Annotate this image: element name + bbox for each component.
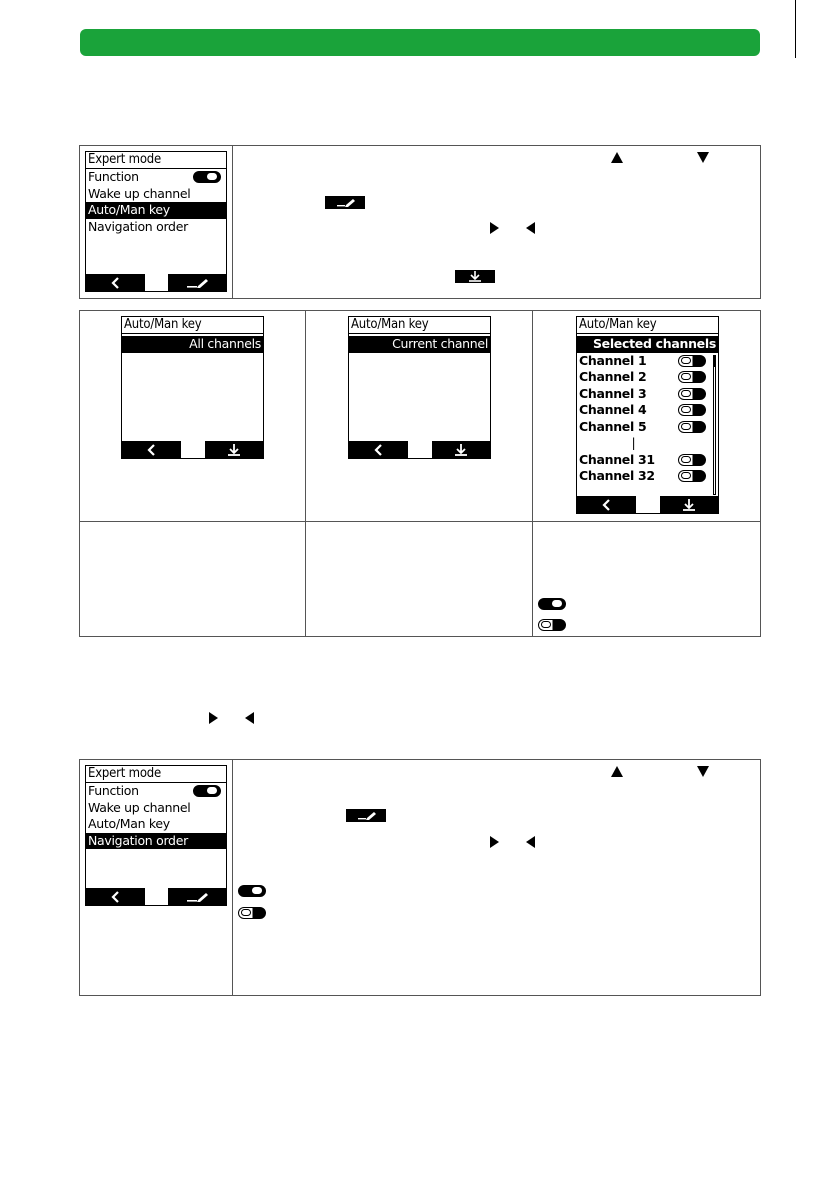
channel-row[interactable]: Channel 3 bbox=[577, 386, 718, 403]
lcd-expert-mode-1 bbox=[85, 151, 227, 292]
pencil-icon bbox=[325, 196, 365, 209]
triangle-down-icon bbox=[697, 766, 709, 777]
toggle-off-icon[interactable] bbox=[678, 355, 706, 367]
table-divider bbox=[232, 759, 233, 996]
triangle-up-icon bbox=[611, 766, 623, 777]
softkey-bar bbox=[122, 441, 263, 458]
menu-item-auto-man-key[interactable]: Auto/Man key bbox=[88, 816, 170, 831]
edit-button[interactable] bbox=[168, 274, 226, 291]
channel-row[interactable]: Channel 4 bbox=[577, 402, 718, 419]
lcd-expert-mode-2 bbox=[85, 765, 227, 906]
channel-row[interactable]: Channel 1 bbox=[577, 353, 718, 370]
menu-item-wake-up-channel[interactable]: Wake up channel bbox=[88, 799, 191, 815]
toggle-off-icon[interactable] bbox=[678, 404, 706, 416]
triangle-left-icon bbox=[526, 836, 535, 848]
menu-item-navigation-order[interactable]: Navigation order bbox=[88, 218, 188, 234]
softkey-bar bbox=[86, 274, 226, 291]
table-divider bbox=[305, 310, 306, 637]
toggle-on-icon bbox=[193, 171, 221, 183]
toggle-on-icon bbox=[538, 598, 566, 610]
triangle-left-icon bbox=[526, 222, 535, 234]
toggle-off-icon[interactable] bbox=[678, 421, 706, 433]
back-button[interactable] bbox=[349, 441, 408, 458]
softkey-bar bbox=[349, 441, 490, 458]
softkey-bar bbox=[577, 496, 718, 513]
table-divider bbox=[232, 145, 233, 299]
toggle-on-icon bbox=[193, 785, 221, 797]
toggle-off-icon[interactable] bbox=[678, 470, 706, 482]
lcd-current-channel bbox=[348, 316, 491, 459]
triangle-right-icon bbox=[490, 222, 499, 234]
menu-item-navigation-order[interactable]: Navigation order bbox=[86, 833, 226, 850]
pencil-icon bbox=[346, 809, 386, 822]
lcd-all-channels bbox=[121, 316, 264, 459]
table-divider bbox=[79, 521, 761, 522]
lcd-selected-channels bbox=[576, 316, 719, 514]
lcd-title: Expert mode bbox=[86, 766, 226, 783]
menu-item-auto-man-key[interactable]: Auto/Man key bbox=[86, 202, 226, 219]
triangle-right-icon bbox=[490, 836, 499, 848]
list-ellipsis: | bbox=[631, 435, 636, 450]
option-current-channel[interactable]: Current channel bbox=[349, 336, 490, 353]
table-divider bbox=[532, 310, 533, 637]
back-button[interactable] bbox=[86, 888, 145, 905]
triangle-right-icon bbox=[209, 712, 218, 724]
triangle-left-icon bbox=[245, 712, 254, 724]
menu-item-function[interactable]: Function bbox=[86, 169, 226, 186]
lcd-title: Expert mode bbox=[86, 152, 226, 169]
softkey-bar bbox=[86, 888, 226, 905]
save-download-icon bbox=[453, 444, 469, 456]
save-button[interactable] bbox=[432, 441, 490, 458]
chevron-left-icon bbox=[374, 444, 384, 456]
margin-marker bbox=[795, 0, 796, 58]
scrollbar-thumb[interactable] bbox=[713, 355, 716, 367]
channel-row[interactable]: Channel 32 bbox=[577, 468, 718, 485]
toggle-off-icon bbox=[538, 619, 566, 631]
option-selected-channels[interactable]: Selected channels bbox=[577, 336, 718, 353]
toggle-off-icon bbox=[238, 907, 266, 919]
channel-row[interactable]: Channel 31 bbox=[577, 452, 718, 469]
triangle-up-icon bbox=[611, 152, 623, 163]
toggle-off-icon[interactable] bbox=[678, 371, 706, 383]
toggle-off-icon[interactable] bbox=[678, 388, 706, 400]
save-download-icon bbox=[455, 270, 495, 283]
lcd-title: Auto/Man key bbox=[577, 317, 718, 334]
channel-row[interactable]: Channel 5 bbox=[577, 419, 718, 436]
menu-item-wake-up-channel[interactable]: Wake up channel bbox=[88, 185, 191, 201]
save-button[interactable] bbox=[205, 441, 263, 458]
save-button[interactable] bbox=[660, 496, 718, 513]
chevron-left-icon bbox=[147, 444, 157, 456]
toggle-on-icon bbox=[238, 885, 266, 897]
edit-button[interactable] bbox=[168, 888, 226, 905]
lcd-title: Auto/Man key bbox=[349, 317, 490, 334]
pencil-icon bbox=[185, 277, 209, 289]
chevron-left-icon bbox=[111, 891, 121, 903]
channel-row[interactable]: Channel 2 bbox=[577, 369, 718, 386]
back-button[interactable] bbox=[122, 441, 181, 458]
triangle-down-icon bbox=[697, 152, 709, 163]
back-button[interactable] bbox=[577, 496, 636, 513]
menu-item-function[interactable]: Function bbox=[86, 783, 226, 800]
lcd-title: Auto/Man key bbox=[122, 317, 263, 334]
pencil-icon bbox=[185, 891, 209, 903]
save-download-icon bbox=[681, 499, 697, 511]
scrollbar[interactable] bbox=[713, 355, 716, 495]
toggle-off-icon[interactable] bbox=[678, 454, 706, 466]
option-all-channels[interactable]: All channels bbox=[122, 336, 263, 353]
back-button[interactable] bbox=[86, 274, 145, 291]
chevron-left-icon bbox=[602, 499, 612, 511]
chevron-left-icon bbox=[111, 277, 121, 289]
save-download-icon bbox=[226, 444, 242, 456]
section-header-bar bbox=[80, 29, 760, 56]
